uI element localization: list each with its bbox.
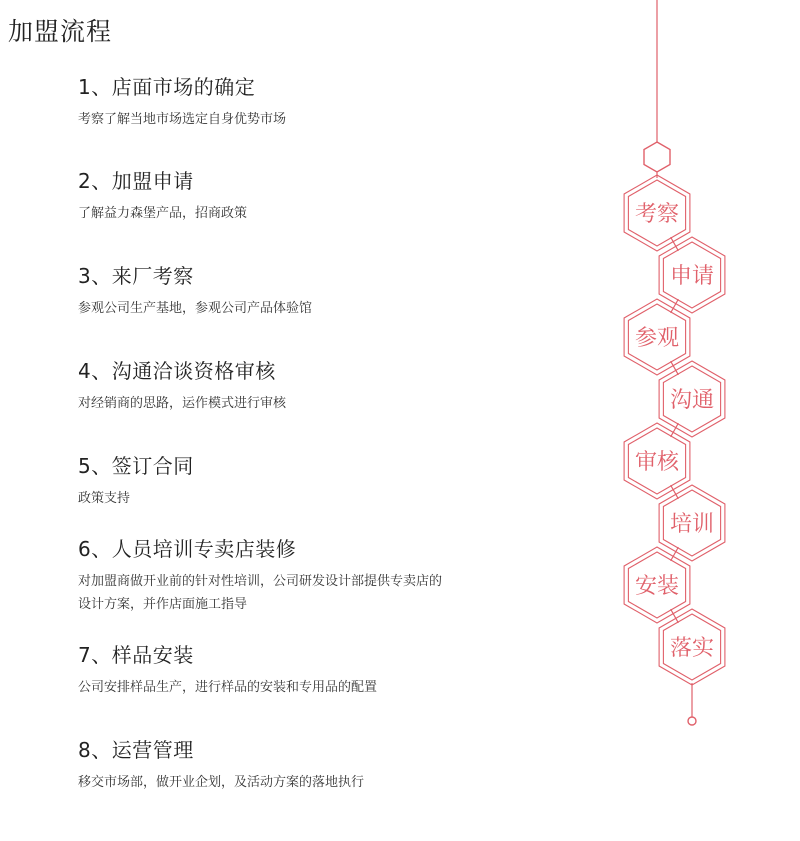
stage-label: 参观 xyxy=(634,326,680,351)
stage-label: 安装 xyxy=(634,574,680,599)
step-7 xyxy=(78,642,548,699)
stage-label: 考察 xyxy=(634,202,680,227)
stage-label: 审核 xyxy=(634,450,680,475)
step-5 xyxy=(78,453,548,510)
step-title: 8、运营管理 xyxy=(78,738,194,762)
step-title: 1、店面市场的确定 xyxy=(78,75,256,99)
process-flow-diagram xyxy=(600,0,800,841)
step-1 xyxy=(78,74,548,131)
stage-label: 申请 xyxy=(669,264,715,289)
lead-hexagon xyxy=(644,142,670,172)
step-6 xyxy=(78,536,548,616)
stage-label: 沟通 xyxy=(669,388,715,413)
step-title: 5、签订合同 xyxy=(78,454,194,478)
step-desc: 移交市场部，做开业企划，及活动方案的落地执行 xyxy=(78,775,365,790)
step-desc: 了解益力森堡产品，招商政策 xyxy=(78,206,248,221)
stage-label: 落实 xyxy=(669,636,715,661)
end-dot xyxy=(688,717,696,725)
step-desc: 考察了解当地市场选定自身优势市场 xyxy=(78,112,287,127)
step-2 xyxy=(78,168,548,225)
step-4 xyxy=(78,358,548,415)
step-8 xyxy=(78,737,548,794)
step-desc: 公司安排样品生产，进行样品的安装和专用品的配置 xyxy=(78,680,378,695)
step-3 xyxy=(78,263,548,320)
page-title: 加盟流程 xyxy=(8,17,113,46)
step-desc: 政策支持 xyxy=(78,491,131,506)
step-title: 2、加盟申请 xyxy=(78,169,194,193)
step-title: 4、沟通洽谈资格审核 xyxy=(78,359,276,383)
step-title: 3、来厂考察 xyxy=(78,264,194,288)
step-title: 6、人员培训专卖店装修 xyxy=(78,537,297,561)
step-desc: 参观公司生产基地，参观公司产品体验馆 xyxy=(78,301,313,316)
step-title: 7、样品安装 xyxy=(78,643,194,667)
flow-hexagons xyxy=(624,142,725,725)
stage-label: 培训 xyxy=(669,512,715,537)
step-desc: 对加盟商做开业前的针对性培训，公司研发设计部提供专卖店的 设计方案，并作店面施工指导 xyxy=(78,574,443,612)
step-desc: 对经销商的思路，运作模式进行审核 xyxy=(78,396,287,411)
